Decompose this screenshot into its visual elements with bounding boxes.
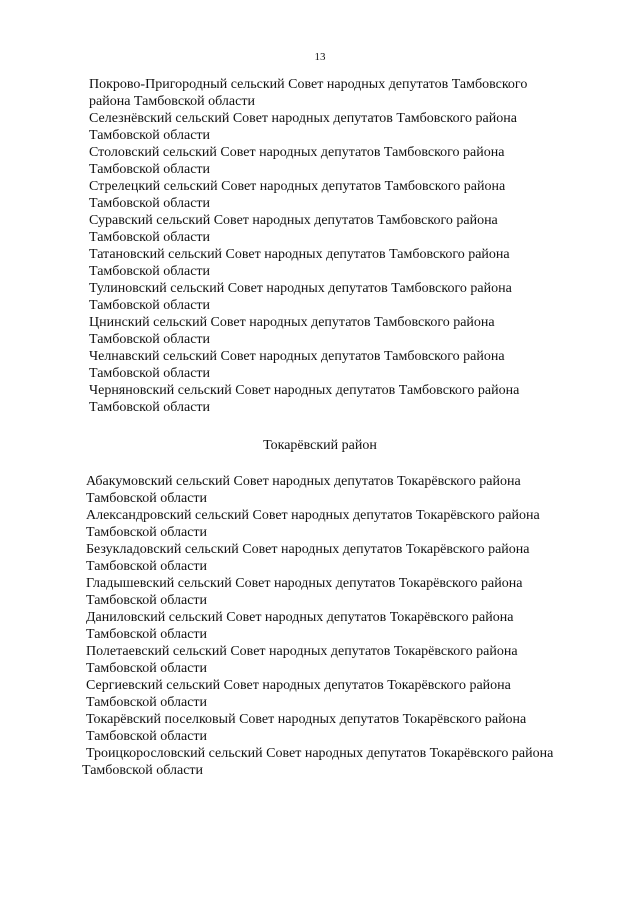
entry-line-2: Тамбовской области	[89, 162, 211, 177]
list-item	[86, 643, 616, 677]
list-item	[89, 110, 609, 144]
entry-line-1: Троицкорословский сельский Совет народных депутатов Токарёвского района	[86, 746, 554, 761]
entry-line-1: Токарёвский поселковый Совет народных депутатов Токарёвского района	[86, 712, 527, 727]
entry-line-1: Александровский сельский Совет народных депутатов Токарёвского района	[86, 508, 540, 523]
entry-line-1: Черняновский сельский Совет народных депутатов Тамбовского района	[89, 383, 520, 398]
list-item	[89, 178, 609, 212]
list-item	[86, 711, 616, 745]
entry-line-2: района Тамбовской области	[89, 94, 255, 109]
entry-line-2: Тамбовской области	[89, 128, 211, 143]
list-item	[89, 382, 609, 416]
section-title: Токарёвский район	[263, 438, 377, 453]
list-item	[89, 348, 609, 382]
entry-line-1: Стрелецкий сельский Совет народных депутатов Тамбовского района	[89, 179, 506, 194]
entry-line-1: Татановский сельский Совет народных депутатов Тамбовского района	[89, 247, 510, 262]
tokarevka-district-list	[82, 473, 616, 779]
list-item	[86, 541, 616, 575]
entry-line-2: Тамбовской области	[89, 298, 211, 313]
list-item	[89, 246, 609, 280]
entry-line-2: Тамбовской области	[86, 695, 208, 710]
list-item	[89, 314, 609, 348]
entry-line-2: Тамбовской области	[86, 491, 208, 506]
entry-line-2: Тамбовской области	[89, 366, 211, 381]
entry-line-2: Тамбовской области	[86, 729, 208, 744]
entry-line-1: Цнинский сельский Совет народных депутатов Тамбовского района	[89, 315, 495, 330]
list-item	[86, 575, 616, 609]
entry-line-1: Безукладовский сельский Совет народных депутатов Токарёвского района	[86, 542, 530, 557]
entry-line-1: Сергиевский сельский Совет народных депутатов Токарёвского района	[86, 678, 511, 693]
entry-line-2: Тамбовской области	[86, 627, 208, 642]
entry-line-1: Суравский сельский Совет народных депутатов Тамбовского района	[89, 213, 498, 228]
list-item	[89, 144, 609, 178]
entry-line-1: Тулиновский сельский Совет народных депутатов Тамбовского района	[89, 281, 512, 296]
entry-line-2: Тамбовской области	[89, 264, 211, 279]
entry-line-2: Тамбовской области	[86, 525, 208, 540]
entry-line-2: Тамбовской области	[86, 593, 208, 608]
entry-line-1: Полетаевский сельский Совет народных депутатов Токарёвского района	[86, 644, 518, 659]
list-item	[86, 507, 616, 541]
entry-line-1: Челнавский сельский Совет народных депутатов Тамбовского района	[89, 349, 505, 364]
entry-line-2: Тамбовской области	[89, 400, 211, 415]
list-item	[82, 745, 616, 779]
entry-line-1: Абакумовский сельский Совет народных депутатов Токарёвского района	[86, 474, 521, 489]
page-number: 13	[314, 51, 326, 63]
entry-line-2: Тамбовской области	[89, 196, 211, 211]
list-item	[89, 212, 609, 246]
list-item	[86, 473, 616, 507]
entry-line-1: Покрово-Пригородный сельский Совет народных депутатов Тамбовского	[89, 77, 528, 92]
entry-line-2: Тамбовской области	[89, 230, 211, 245]
list-item	[89, 280, 609, 314]
entry-line-1: Столовский сельский Совет народных депутатов Тамбовского района	[89, 145, 505, 160]
entry-line-2: Тамбовской области	[86, 661, 208, 676]
list-item	[89, 76, 609, 110]
list-item	[86, 609, 616, 643]
list-item	[86, 677, 616, 711]
entry-line-2: Тамбовской области	[86, 559, 208, 574]
entry-line-1: Гладышевский сельский Совет народных депутатов Токарёвского района	[86, 576, 523, 591]
entry-line-2: Тамбовской области	[89, 332, 211, 347]
tambov-district-list	[89, 76, 609, 416]
entry-line-2: Тамбовской области	[82, 763, 204, 778]
entry-line-1: Селезнёвский сельский Совет народных депутатов Тамбовского района	[89, 111, 517, 126]
entry-line-1: Даниловский сельский Совет народных депутатов Токарёвского района	[86, 610, 514, 625]
